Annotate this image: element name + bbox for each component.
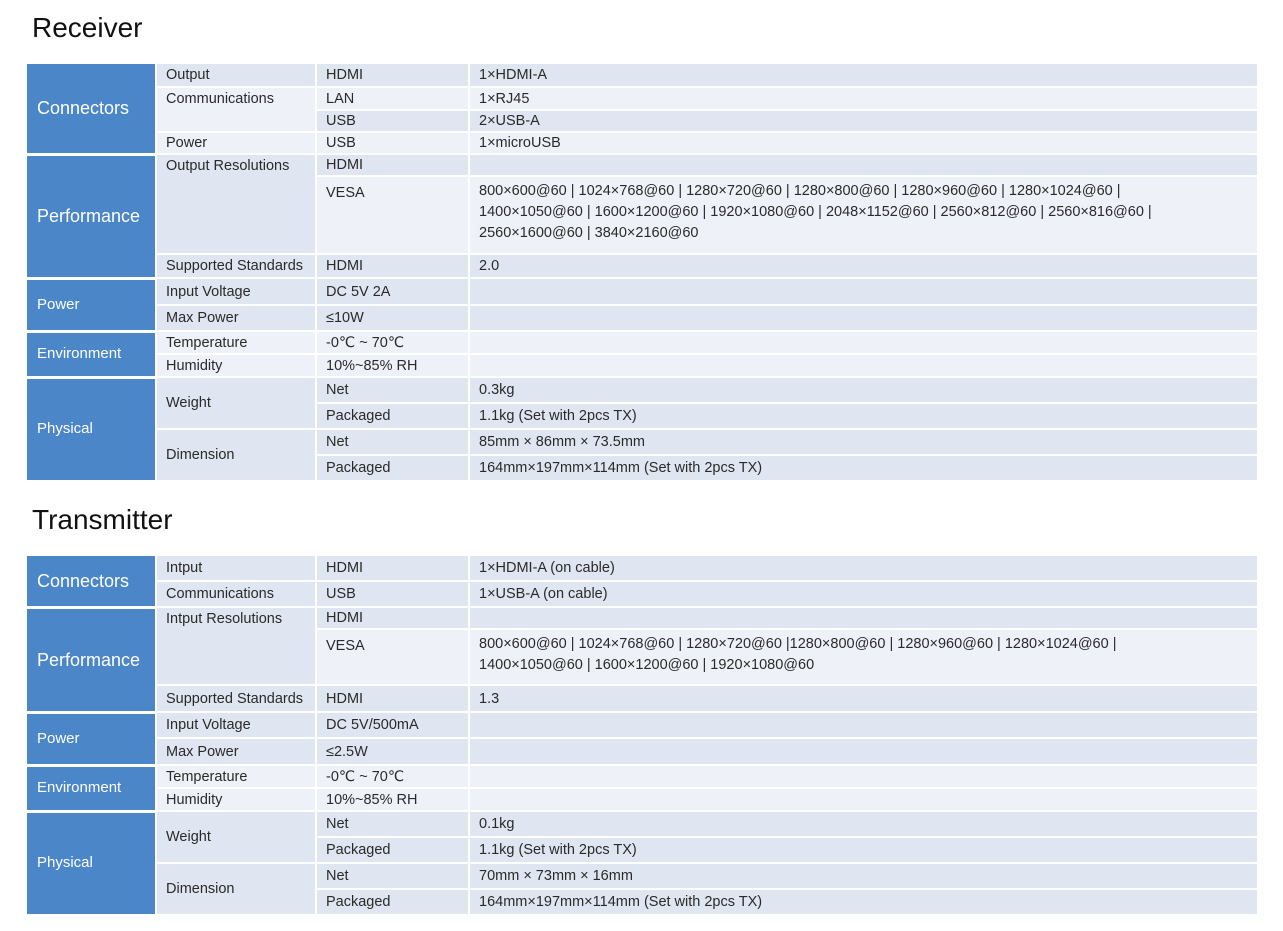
category-power: Power [27,712,156,765]
category-power: Power [27,278,156,331]
spec-type: HDMI [316,154,469,176]
spec-value: 1.1kg (Set with 2pcs TX) [469,837,1258,863]
spec-value: 0.1kg [469,811,1258,837]
spec-value [469,607,1258,629]
spec-type: HDMI [316,64,469,87]
spec-value: 1.3 [469,685,1258,712]
spec-name: Dimension [156,429,316,481]
table-row [27,738,1258,765]
spec-value: 85mm × 86mm × 73.5mm [469,429,1258,455]
spec-name: Max Power [156,305,316,331]
table-row [27,254,1258,278]
vesa-line: 800×600@60 | 1024×768@60 | 1280×720@60 | 1280×800@60 | 1280×960@60 | 1280×1024@60 | [479,183,1121,199]
spec-name: Output Resolutions [156,154,316,254]
table-row [27,331,1258,354]
spec-value: 1.1kg (Set with 2pcs TX) [469,403,1258,429]
spec-type: Packaged [316,403,469,429]
vesa-line: 2560×1600@60 | 3840×2160@60 [479,225,699,241]
spec-type: Net [316,377,469,403]
spec-value: 1×HDMI-A (on cable) [469,556,1258,581]
spec-name: Weight [156,811,316,863]
vesa-line: 1400×1050@60 | 1600×1200@60 | 1920×1080@60 [479,657,815,673]
spec-value [469,176,1258,254]
spec-value [469,305,1258,331]
table-row [27,712,1258,738]
spec-type: Net [316,811,469,837]
spec-type: HDMI [316,556,469,581]
spec-name: Temperature [156,765,316,788]
table-row [27,429,1258,455]
spec-name: Weight [156,377,316,429]
category-environment: Environment [27,765,156,811]
spec-name: Communications [156,581,316,607]
spec-type: Net [316,429,469,455]
table-row [27,278,1258,305]
table-row [27,377,1258,403]
table-row [27,305,1258,331]
table-row [27,154,1258,176]
spec-type: Packaged [316,455,469,481]
spec-value: 1×HDMI-A [469,64,1258,87]
table-row [27,132,1258,154]
spec-value: 164mm×197mm×114mm (Set with 2pcs TX) [469,455,1258,481]
category-connectors: Connectors [27,64,156,154]
spec-value [469,154,1258,176]
table-row [27,607,1258,629]
transmitter-spec-table [27,556,1259,917]
spec-value: 0.3kg [469,377,1258,403]
spec-type: DC 5V 2A [316,278,469,305]
spec-type: 10%~85% RH [316,354,469,377]
spec-name: Temperature [156,331,316,354]
table-row [27,765,1258,788]
table-row [27,811,1258,837]
category-physical: Physical [27,377,156,481]
spec-type: ≤2.5W [316,738,469,765]
spec-type: DC 5V/500mA [316,712,469,738]
spec-value: 70mm × 73mm × 16mm [469,863,1258,889]
receiver-spec-table [27,64,1259,483]
spec-name: Power [156,132,316,154]
spec-value [469,712,1258,738]
spec-type: HDMI [316,685,469,712]
spec-type: -0℃ ~ 70℃ [316,765,469,788]
vesa-line: 800×600@60 | 1024×768@60 | 1280×720@60 |1280×800@60 | 1280×960@60 | 1280×1024@60 | [479,636,1117,652]
table-row [27,863,1258,889]
table-row [27,581,1258,607]
spec-type: USB [316,110,469,132]
spec-value [469,738,1258,765]
spec-type: HDMI [316,254,469,278]
spec-type: USB [316,581,469,607]
table-row [27,354,1258,377]
spec-value [469,278,1258,305]
category-physical: Physical [27,811,156,915]
spec-name: Input Voltage [156,278,316,305]
spec-value: 164mm×197mm×114mm (Set with 2pcs TX) [469,889,1258,915]
spec-name: Intput [156,556,316,581]
spec-value: 2×USB-A [469,110,1258,132]
spec-value [469,354,1258,377]
table-row [27,685,1258,712]
spec-name: Dimension [156,863,316,915]
table-row [27,788,1258,811]
spec-name: Communications [156,87,316,132]
spec-type: Packaged [316,889,469,915]
spec-name: Supported Standards [156,685,316,712]
spec-value: 1×microUSB [469,132,1258,154]
vesa-line: 1400×1050@60 | 1600×1200@60 | 1920×1080@60 | 2048×1152@60 | 2560×812@60 | 2560×816@60 | [479,204,1152,220]
spec-name: Humidity [156,354,316,377]
spec-name: Supported Standards [156,254,316,278]
spec-value [469,788,1258,811]
category-performance: Performance [27,154,156,278]
spec-type: HDMI [316,607,469,629]
table-row [27,64,1258,87]
spec-value: 1×RJ45 [469,87,1258,110]
spec-value [469,629,1258,685]
spec-type: USB [316,132,469,154]
table-row [27,87,1258,110]
spec-value [469,765,1258,788]
transmitter-section-title: Transmitter [32,504,173,535]
spec-type: Net [316,863,469,889]
spec-name: Input Voltage [156,712,316,738]
spec-type: VESA [316,629,469,685]
spec-type: Packaged [316,837,469,863]
spec-type: VESA [316,176,469,254]
category-connectors: Connectors [27,556,156,607]
table-row [27,556,1258,581]
category-environment: Environment [27,331,156,377]
spec-name: Humidity [156,788,316,811]
spec-type: ≤10W [316,305,469,331]
spec-type: -0℃ ~ 70℃ [316,331,469,354]
spec-type: 10%~85% RH [316,788,469,811]
category-performance: Performance [27,607,156,712]
spec-type: LAN [316,87,469,110]
spec-name: Intput Resolutions [156,607,316,685]
spec-value [469,331,1258,354]
spec-name: Max Power [156,738,316,765]
receiver-section-title: Receiver [32,12,143,43]
spec-value: 2.0 [469,254,1258,278]
spec-name: Output [156,64,316,87]
spec-value: 1×USB-A (on cable) [469,581,1258,607]
